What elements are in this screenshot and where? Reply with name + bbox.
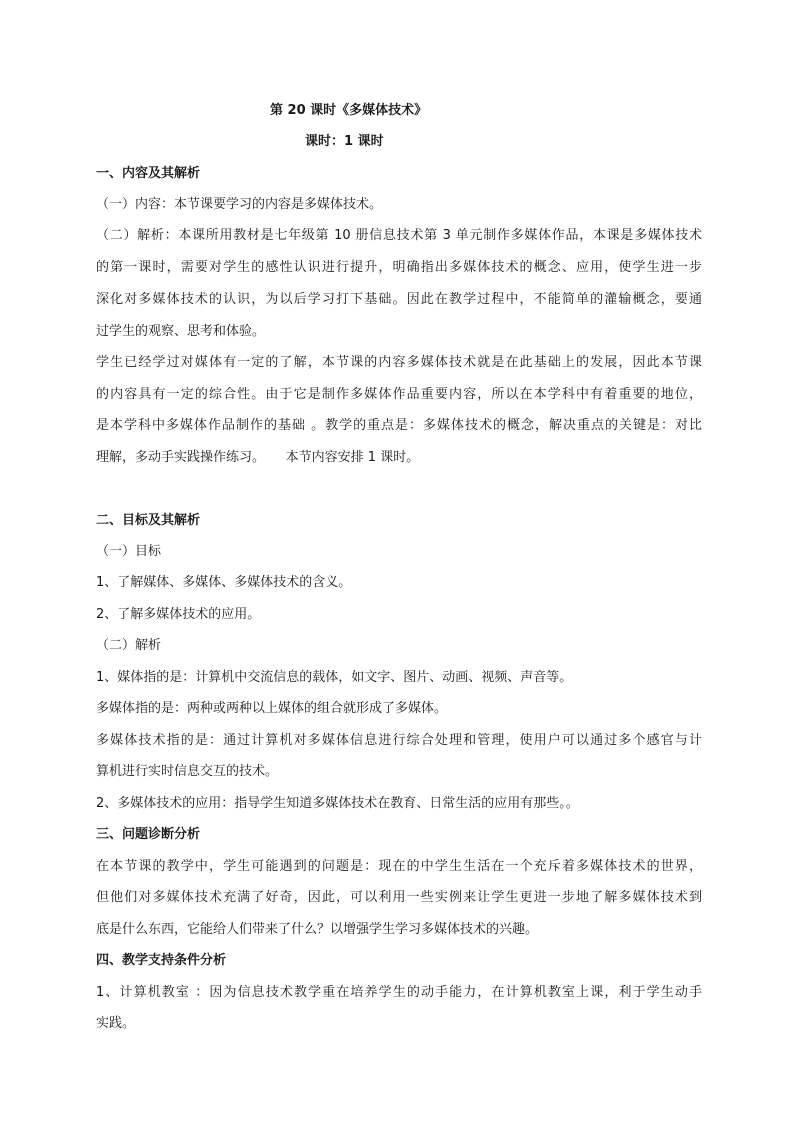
paragraph-line: 的内容具有一定的综合性。由于它是制作多媒体作品重要内容，所以在本学科中有着重要的地位， bbox=[96, 387, 702, 402]
paragraph-line: 2、了解多媒体技术的应用。 bbox=[96, 607, 261, 622]
document-subtitle: 课时：1 课时 bbox=[305, 134, 384, 149]
section-heading: 二、目标及其解析 bbox=[96, 513, 201, 528]
paragraph-line: 学生已经学过对媒体有一定的了解，本节课的内容多媒体技术就是在此基础上的发展，因此本节课 bbox=[96, 355, 702, 370]
paragraph-line: 实践。 bbox=[96, 1016, 136, 1031]
paragraph-line: 在本节课的教学中，学生可能遇到的问题是：现在的中学生生活在一个充斥着多媒体技术的世界， bbox=[96, 859, 702, 874]
paragraph-line: 过学生的观察、思考和体验。 bbox=[96, 324, 266, 339]
paragraph-line: 是本学科中多媒体作品制作的基础 。教学的重点是：多媒体技术的概念，解决重点的关键是：对比 bbox=[96, 418, 702, 433]
section-heading: 四、教学支持条件分析 bbox=[96, 953, 227, 968]
paragraph-line: 理解，多动手实践操作练习。 本节内容安排 1 课时。 bbox=[96, 450, 420, 465]
paragraph-line: 1、计算机教室 ：因为信息技术教学重在培养学生的动手能力，在计算机教室上课，利于学生动手 bbox=[96, 985, 702, 1000]
paragraph-line: 多媒体技术指的是：通过计算机对多媒体信息进行综合处理和管理，使用户可以通过多个感官与计 bbox=[96, 733, 702, 748]
section-heading: 一、内容及其解析 bbox=[96, 166, 201, 181]
section-heading: 三、问题诊断分析 bbox=[96, 827, 201, 842]
document-title: 第 20 课时《多媒体技术》 bbox=[270, 103, 428, 118]
paragraph-line: 深化对多媒体技术的认识，为以后学习打下基础。因此在教学过程中，不能简单的灌输概念，要通 bbox=[96, 292, 702, 307]
paragraph-line: 但他们对多媒体技术充满了好奇，因此，可以利用一些实例来让学生更进一步地了解多媒体技术到 bbox=[96, 890, 702, 905]
paragraph-line: 多媒体指的是：两种或两种以上媒体的组合就形成了多媒体。 bbox=[96, 701, 448, 716]
paragraph-line: （二）解析 bbox=[96, 638, 162, 653]
paragraph-line: （一）目标 bbox=[96, 544, 162, 559]
paragraph-line: 算机进行实时信息交互的技术。 bbox=[96, 764, 279, 779]
paragraph-line: 1、了解媒体、多媒体、多媒体技术的含义。 bbox=[96, 575, 352, 590]
paragraph-line: 2、多媒体技术的应用：指导学生知道多媒体技术在教育、日常生活的应用有那些。。 bbox=[96, 796, 579, 811]
paragraph-line: （一）内容：本节课要学习的内容是多媒体技术。 bbox=[96, 197, 383, 212]
paragraph-line: （二）解析：本课所用教材是七年级第 10 册信息技术第 3 单元制作多媒体作品，本课是多媒体技术 bbox=[96, 228, 702, 243]
paragraph-line: 底是什么东西，它能给人们带来了什么？以增强学生学习多媒体技术的兴趣。 bbox=[96, 922, 539, 937]
paragraph-line: 的第一课时，需要对学生的感性认识进行提升，明确指出多媒体技术的概念、应用，使学生进一步 bbox=[96, 260, 702, 275]
paragraph-line: 1、媒体指的是：计算机中交流信息的载体，如文字、图片、动画、视频、声音等。 bbox=[96, 670, 573, 685]
